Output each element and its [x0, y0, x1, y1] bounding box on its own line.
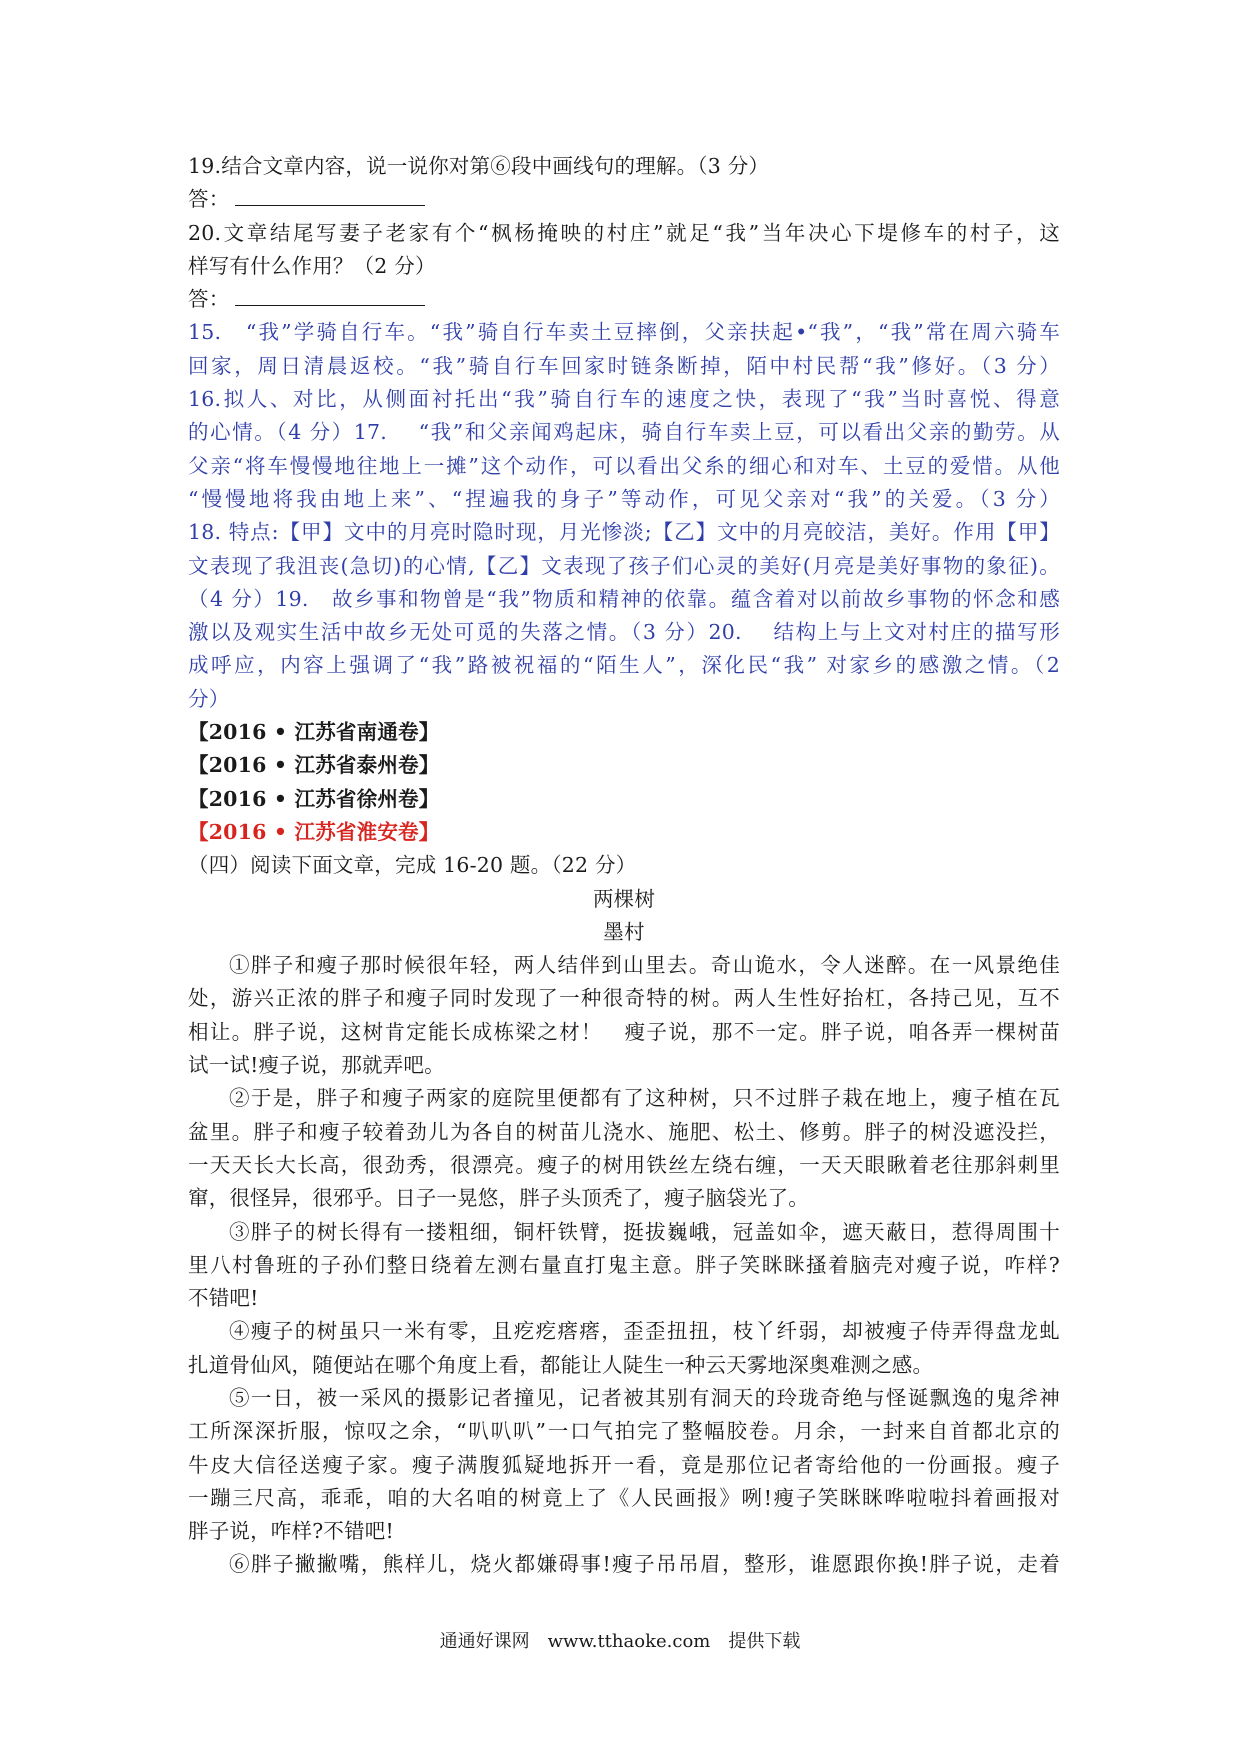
- paragraph-line: 窜，很怪异，很邪乎。日子一晃悠，胖子头顶秃了，瘦子脑袋光了。: [188, 1186, 809, 1211]
- section-heading-nantong: 【2016 • 江苏省南通卷】: [188, 720, 440, 745]
- answer-label: 答：: [188, 287, 230, 312]
- answer-key-line: 16.拟人、对比，从侧面衬托出“我”骑自行车的速度之快，表现了“我”当时喜悦、得意: [188, 387, 1060, 412]
- paragraph-line: 一天天长大长高，很劲秀，很漂亮。瘦子的树用铁丝左绕右缠，一天天眼瞅着老往那斜刺里: [188, 1152, 1060, 1177]
- page-footer: 通通好课网 www.tthaoke.com 提供下载: [439, 1631, 801, 1652]
- paragraph-line: 不错吧!: [188, 1286, 259, 1311]
- paragraph-line: 盆里。胖子和瘦子较着劲儿为各自的树苗儿浇水、施肥、松土、修剪。胖子的树没遮没拦，: [188, 1119, 1060, 1144]
- section-heading-huaian: 【2016 • 江苏省淮安卷】: [188, 819, 440, 844]
- paragraph-4: [188, 1315, 1060, 1382]
- paragraph-line: ②于是，胖子和瘦子两家的庭院里便都有了这种树，只不过胖子栽在地上，瘦子植在瓦: [229, 1086, 1060, 1111]
- paragraph-line: ③胖子的树长得有一搂粗细，铜杆铁臂，挺拔巍峨，冠盖如伞，遮天蔽日，惹得周围十: [229, 1219, 1060, 1244]
- paragraph-line: ⑥胖子撇撇嘴，熊样儿，烧火都嫌碍事!瘦子吊吊眉，整形，谁愿跟你换!胖子说，走着: [229, 1552, 1060, 1577]
- section-heading-xuzhou: 【2016 • 江苏省徐州卷】: [188, 786, 440, 811]
- paragraph-2: [188, 1082, 1060, 1215]
- paragraph-line: 扎道骨仙风，随便站在哪个角度上看，都能让人陡生一种云天雾地深奥难测之感。: [188, 1352, 934, 1377]
- answer-line-20: [188, 283, 1060, 316]
- paragraph-6: [188, 1548, 1060, 1581]
- answer-key: [188, 316, 1060, 716]
- reading-instruction: （四）阅读下面文章，完成 16-20 题。（22 分）: [188, 853, 637, 878]
- paragraph-line: ①胖子和瘦子那时候很年轻，两人结伴到山里去。奇山诡水，令人迷醉。在一风景绝佳: [229, 953, 1060, 978]
- paragraph-line: 相让。胖子说，这树肯定能长成栋梁之材！ 瘦子说，那不一定。胖子说，咱各弄一棵树苗: [188, 1019, 1060, 1044]
- answer-key-line: 18. 特点:【甲】文中的月亮时隐时现，月光惨淡;【乙】文中的月亮皎洁，美好。作用【甲】: [188, 520, 1060, 545]
- answer-key-line: 的心情。（4 分）17. “我”和父亲闻鸡起床，骑自行车卖上豆，可以看出父亲的勤劳。从: [188, 420, 1060, 445]
- answer-key-line: 成呼应，内容上强调了“我”路被祝福的“陌生人”，深化民“我” 对家乡的感激之情。（2: [188, 653, 1060, 678]
- answer-blank[interactable]: [235, 183, 425, 206]
- answer-line-19: [188, 183, 1060, 216]
- article-author: 墨村: [603, 919, 645, 944]
- paragraph-5: [188, 1382, 1060, 1548]
- answer-key-line: 15. “我”学骑自行车。“我”骑自行车卖土豆摔倒，父亲扶起•“我”，“我”常在周六骑车: [188, 320, 1060, 345]
- paragraph-line: 试一试!瘦子说，那就弄吧。: [188, 1053, 445, 1078]
- answer-key-line: 激以及观实生活中故乡无处可觅的失落之情。（3 分）20. 结构上与上文对村庄的描写形: [188, 620, 1060, 645]
- question-20-line-1: 20.文章结尾写妻子老家有个“枫杨掩映的村庄”就足“我”当年决心下堤修车的村子，这: [188, 220, 1060, 245]
- paragraph-line: ④瘦子的树虽只一米有零，且疙疙瘩瘩，歪歪扭扭，枝丫纤弱，却被瘦子侍弄得盘龙虬: [229, 1319, 1060, 1344]
- document-page: [188, 150, 1060, 1582]
- question-20-line-2: 样写有什么作用？（2 分）: [188, 253, 436, 278]
- question-19: 19.结合文章内容，说一说你对第⑥段中画线句的理解。（3 分）: [188, 154, 770, 178]
- paragraph-line: 里八村鲁班的子孙们整日绕着左测右量直打鬼主意。胖子笑眯眯搔着脑壳对瘦子说，咋样?: [188, 1252, 1060, 1277]
- paragraph-line: 牛皮大信径送瘦子家。瘦子满腹狐疑地拆开一看，竟是那位记者寄给他的一份画报。瘦子: [188, 1452, 1060, 1477]
- paragraph-line: 一蹦三尺高，乖乖，咱的大名咱的树竟上了《人民画报》咧!瘦子笑眯眯哗啦啦抖着画报对: [188, 1485, 1060, 1510]
- answer-label: 答：: [188, 187, 230, 212]
- answer-key-line: 父亲“将车慢慢地往地上一摊”这个动作，可以看出父糸的细心和对车、土豆的爱惜。从他: [188, 453, 1060, 478]
- paragraph-line: ⑤一日，被一采风的摄影记者撞见，记者被其别有洞天的玲珑奇绝与怪诞飘逸的鬼斧神: [229, 1385, 1060, 1410]
- answer-key-line: 文表现了我沮丧(急切)的心情,【乙】文表现了孩子们心灵的美好(月亮是美好事物的象征)。: [188, 553, 1060, 578]
- paragraph-line: 处，游兴正浓的胖子和瘦子同时发现了一种很奇特的树。两人生性好抬杠，各持己见，互不: [188, 986, 1060, 1011]
- answer-key-line: 回家，周日清晨返校。“我”骑自行车回家时链条断掉，陌中村民帮“我”修好。（3 分）: [188, 353, 1060, 378]
- section-heading-taizhou: 【2016 • 江苏省泰州卷】: [188, 753, 440, 778]
- paragraph-line: 工所深深折服，惊叹之余，“叭叭叭”一口气拍完了整幅胶卷。月余，一封来自首都北京的: [188, 1419, 1060, 1444]
- answer-key-line: （4 分）19. 故乡事和物曾是“我”物质和精神的依靠。蕴含着对以前故乡事物的怀念和感: [188, 586, 1060, 611]
- paragraph-1: [188, 949, 1060, 1082]
- answer-key-line: “慢慢地将我由地上来”、“捏遍我的身子”等动作，可见父亲对“我”的关爱。（3 分）: [188, 486, 1060, 511]
- article-title: 两棵树: [592, 886, 656, 911]
- answer-blank[interactable]: [235, 283, 425, 306]
- answer-key-line: 分）: [188, 686, 230, 711]
- paragraph-line: 胖子说，咋样?不错吧!: [188, 1519, 394, 1544]
- paragraph-3: [188, 1216, 1060, 1316]
